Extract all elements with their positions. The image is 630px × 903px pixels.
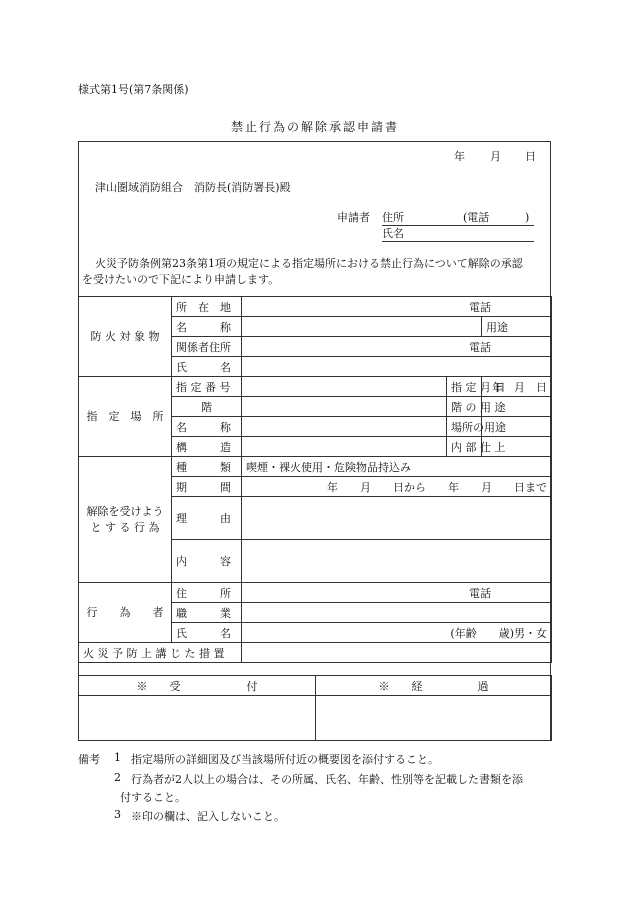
application-table [78, 296, 552, 663]
office-use-table [78, 675, 552, 741]
actor-name-field[interactable] [242, 623, 552, 643]
use-label: 用途 [482, 317, 552, 337]
progress-field[interactable] [316, 696, 552, 741]
place-name-field[interactable] [242, 417, 447, 437]
period-label: 期 間 [172, 477, 242, 497]
progress-label: ※ 経 過 [316, 676, 552, 696]
reception-label: ※ 受 付 [79, 676, 316, 696]
applicant-address-label: 住所 [382, 211, 404, 224]
release-group-line-1: 解除を受けよう [86, 504, 164, 518]
interior-label: 内 部 仕 上 [447, 437, 482, 457]
note-2-text-a: 行為者が2人以上の場合は、その所属、氏名、年齢、性別等を記載した書類を添 [131, 773, 523, 786]
notes-head: 備考 [78, 753, 100, 766]
place-date-value: 年 月 日 [492, 380, 547, 394]
actor-address-label: 住 所 [172, 583, 242, 603]
reception-field[interactable] [79, 696, 316, 741]
fire-target-group-label: 防 火 対 象 物 [79, 297, 172, 377]
floor-label: 階 [172, 397, 242, 417]
form-number-label: 様式第1号(第7条関係) [78, 83, 189, 96]
location-phone-label: 電話 [469, 300, 491, 314]
applicant-name-label: 氏名 [382, 227, 404, 240]
related-address-label: 関係者住所 [172, 337, 242, 357]
applicant-phone-close: ) [525, 211, 530, 224]
place-name-label: 名 称 [172, 417, 242, 437]
place-date-label: 指 定 月 日 [447, 377, 482, 397]
target-name-label: 名 称 [172, 317, 242, 337]
addressee: 津山圏域消防組合 消防長(消防署長)殿 [95, 181, 291, 194]
date-year: 年 [454, 150, 465, 163]
target-name-field[interactable] [242, 317, 482, 337]
applicant-name-line[interactable] [382, 228, 534, 242]
release-group-line-2: と す る 行 為 [90, 520, 160, 534]
structure-field[interactable] [242, 437, 447, 457]
measures-field[interactable] [242, 643, 552, 663]
type-label: 種 類 [172, 457, 242, 477]
date-day: 日 [525, 150, 536, 163]
type-value[interactable]: 喫煙・裸火使用・危険物品持込み [242, 457, 552, 477]
place-number-label: 指 定 番 号 [172, 377, 242, 397]
note-2-number: 2 [114, 771, 121, 784]
related-address-field[interactable] [242, 337, 552, 357]
actor-name-label: 氏 名 [172, 623, 242, 643]
intro-line-2: を受けたいので下記により申請します。 [82, 273, 280, 286]
note-3-text: ※印の欄は、記入しないこと。 [131, 810, 285, 823]
document-title: 禁止行為の解除承認申請書 [230, 120, 399, 134]
related-phone-label: 電話 [469, 340, 491, 354]
location-label: 所 在 地 [172, 297, 242, 317]
content-field[interactable] [242, 540, 552, 583]
intro-line-1: 火災予防条例第23条第1項の規定による指定場所における禁止行為について解除の承認 [95, 257, 523, 270]
date-month: 月 [490, 150, 501, 163]
applicant-phone-label: (電話 [463, 211, 490, 224]
note-1-text: 指定場所の詳細図及び当該場所付近の概要図を添付すること。 [131, 753, 439, 766]
place-use-label: 場所の用途 [447, 417, 482, 437]
person-name-label: 氏 名 [172, 357, 242, 377]
reason-label: 理 由 [172, 497, 242, 540]
applicant-label: 申請者 [337, 211, 370, 224]
note-3-number: 3 [114, 808, 121, 821]
measures-label: 火 災 予 防 上 講 じ た 措 置 [79, 643, 242, 663]
place-date-field[interactable] [482, 377, 552, 397]
content-label: 内 容 [172, 540, 242, 583]
actor-phone-label: 電話 [469, 586, 491, 600]
actor-job-field[interactable] [242, 603, 552, 623]
actor-group-label: 行 為 者 [79, 583, 172, 643]
applicant-address-line[interactable] [382, 212, 534, 226]
release-group-label [79, 457, 172, 583]
reason-field[interactable] [242, 497, 552, 540]
place-number-field[interactable] [242, 377, 447, 397]
note-2-text-b: 付すること。 [120, 791, 186, 804]
location-field[interactable] [242, 297, 552, 317]
actor-job-label: 職 業 [172, 603, 242, 623]
person-name-field[interactable] [242, 357, 552, 377]
period-value[interactable]: 年 月 日から 年 月 日まで [242, 477, 552, 497]
note-1-number: 1 [114, 751, 121, 764]
structure-label: 構 造 [172, 437, 242, 457]
floor-use-label: 階 の 用 途 [447, 397, 482, 417]
place-group-label: 指 定 場 所 [79, 377, 172, 457]
actor-age-gender: (年齢 歳)男・女 [450, 626, 547, 640]
floor-field[interactable] [242, 397, 447, 417]
actor-address-field[interactable] [242, 583, 552, 603]
